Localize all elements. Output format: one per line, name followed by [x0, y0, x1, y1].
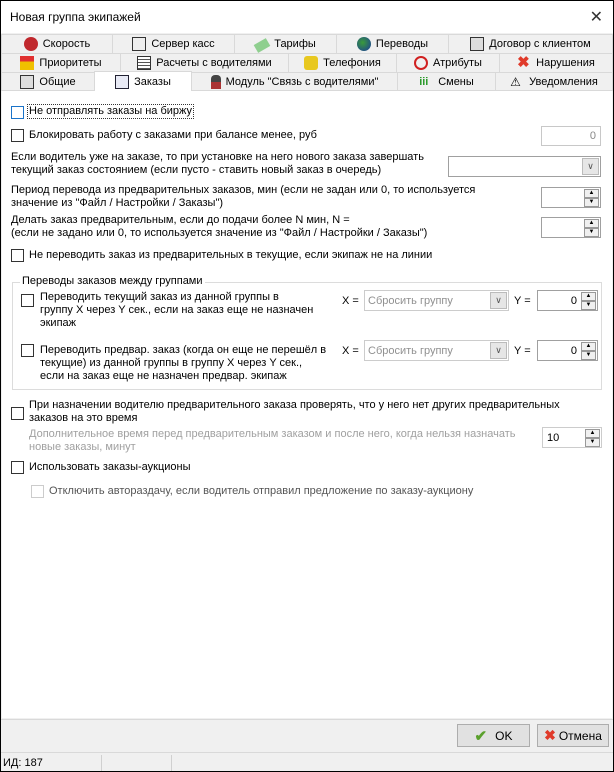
no-exchange-label: Не отправлять заказы на биржу	[29, 105, 193, 117]
spin-down-icon[interactable]: ▼	[585, 438, 600, 447]
finish-state-label-2: текущий заказ состоянием (если пусто - ставить новый заказ в очередь)	[11, 164, 382, 176]
status-divider	[171, 755, 172, 771]
tab-speed[interactable]: Скорость	[1, 34, 113, 53]
transfer-current-y-stepper[interactable]: 0 ▲ ▼	[537, 290, 598, 311]
block-balance-input[interactable]: 0	[541, 126, 601, 146]
tab-priorities[interactable]: Приоритеты	[1, 53, 121, 72]
close-icon[interactable]: ✕	[589, 9, 603, 26]
group-transfers-legend: Переводы заказов между группами	[22, 275, 203, 287]
transfer-prior-checkbox[interactable]	[21, 344, 34, 357]
extra-time-label-1: Дополнительное время перед предварительным заказом и после него, когда нельзя назначать	[29, 428, 516, 440]
orders-tab-panel	[2, 90, 612, 718]
ok-button[interactable]: ✔ OK	[457, 724, 530, 747]
spin-down-icon[interactable]: ▼	[584, 198, 599, 207]
check-prior-checkbox[interactable]	[11, 407, 24, 420]
tab-telephony[interactable]: Телефония	[288, 53, 397, 72]
x-label: X =	[342, 345, 359, 357]
transfer-current-label-1: Переводить текущий заказ из данной группы в	[40, 291, 279, 303]
status-id: ИД: 187	[3, 757, 43, 769]
taxi-priority-icon	[20, 56, 34, 70]
tab-notifications[interactable]: ⚠ Уведомления	[495, 72, 613, 91]
speed-30-icon	[24, 37, 38, 51]
make-prior-label-1: Делать заказ предварительным, если до подачи более N мин, N =	[11, 214, 350, 226]
chevron-down-icon[interactable]: ∨	[582, 158, 599, 175]
transfer-prior-group-select[interactable]: Сбросить группу ∨	[364, 340, 509, 361]
spin-up-icon[interactable]: ▲	[584, 189, 599, 198]
spin-down-icon[interactable]: ▼	[581, 301, 596, 310]
check-prior-label-2: заказов на это время	[29, 412, 138, 424]
contract-icon	[470, 37, 484, 51]
check-prior-label-1: При назначении водителю предварительного заказа проверять, что у него нет других предварительных	[29, 399, 560, 411]
extra-time-label-2: новые заказы, минут	[29, 441, 136, 453]
status-bar	[1, 752, 613, 771]
tab-shifts[interactable]: iii Смены	[397, 72, 496, 91]
make-prior-stepper[interactable]	[541, 217, 601, 238]
globe-icon	[357, 37, 371, 51]
spin-up-icon[interactable]: ▲	[585, 429, 600, 438]
shifts-people-icon: iii	[419, 76, 429, 88]
finish-state-select[interactable]	[448, 156, 601, 177]
transfer-period-label-2: значение из "Файл / Настройки / Заказы")	[11, 197, 224, 209]
cancel-x-icon: ✖	[544, 727, 556, 743]
tab-attributes[interactable]: Атрибуты	[396, 53, 500, 72]
divider	[1, 719, 613, 720]
transfer-prior-label-2: текущие) из данной группы в группу X через Y сек.,	[40, 357, 303, 369]
transfer-current-group-select[interactable]: Сбросить группу ∨	[364, 290, 509, 311]
extra-time-stepper[interactable]: 10 ▲ ▼	[542, 427, 602, 448]
tab-driver-module[interactable]: Модуль "Связь с водителями"	[191, 72, 398, 91]
dialog-window	[1, 1, 613, 771]
tab-orders[interactable]: Заказы	[94, 71, 192, 91]
spin-down-icon[interactable]: ▼	[584, 228, 599, 237]
chevron-down-icon[interactable]: ∨	[490, 342, 507, 359]
transfer-current-checkbox[interactable]	[21, 294, 34, 307]
violation-x-icon: ✖	[517, 54, 530, 71]
spin-down-icon[interactable]: ▼	[581, 351, 596, 360]
tab-cash-server[interactable]: Сервер касс	[112, 34, 235, 53]
transfer-current-label-2: группу X через Y сек., если на заказ еще не назначен	[40, 304, 314, 316]
spin-up-icon[interactable]: ▲	[581, 292, 596, 301]
transfer-prior-y-stepper[interactable]: 0 ▲ ▼	[537, 340, 598, 361]
auctions-checkbox[interactable]	[11, 461, 24, 474]
transfer-period-label-1: Период перевода из предварительных заказов, мин (если не задан или 0, то используется	[11, 184, 476, 196]
block-balance-checkbox[interactable]	[11, 129, 24, 142]
calculator-icon	[137, 56, 151, 70]
orders-icon	[115, 75, 129, 89]
no-transfer-offline-label: Не переводить заказ из предварительных в текущие, если экипаж не на линии	[29, 249, 433, 261]
auctions-label: Использовать заказы-аукционы	[29, 461, 191, 473]
chevron-down-icon[interactable]: ∨	[490, 292, 507, 309]
tab-tariffs[interactable]: Тарифы	[234, 34, 337, 53]
make-prior-label-2: (если не задано или 0, то используется значение из "Файл / Настройки / Заказы")	[11, 227, 428, 239]
disable-auto-label: Отключить автораздачу, если водитель отправил предложение по заказу-аукциону	[49, 485, 474, 497]
transfer-prior-label-3: если на заказ еще не назначен предвар. экипаж	[40, 370, 287, 382]
cancel-button[interactable]: ✖ Отмена	[537, 724, 609, 747]
no-smoking-icon	[414, 56, 428, 70]
transfer-prior-label-1: Переводить предвар. заказ (когда он еще не перешёл в	[40, 344, 327, 356]
disable-auto-checkbox[interactable]	[31, 485, 44, 498]
tab-violations[interactable]: ✖ Нарушения	[499, 53, 613, 72]
x-label: X =	[342, 295, 359, 307]
no-exchange-checkbox[interactable]	[11, 106, 24, 119]
no-transfer-offline-checkbox[interactable]	[11, 249, 24, 262]
block-balance-label: Блокировать работу с заказами при балансе менее, руб	[29, 129, 317, 141]
tab-contract[interactable]: Договор с клиентом	[448, 34, 613, 53]
warning-icon: ⚠	[510, 75, 521, 89]
tab-driver-payments[interactable]: Расчеты с водителями	[120, 53, 289, 72]
transfer-period-stepper[interactable]	[541, 187, 601, 208]
spin-up-icon[interactable]: ▲	[584, 219, 599, 228]
driver-icon	[211, 75, 221, 89]
finish-state-label-1: Если водитель уже на заказе, то при установке на него нового заказа завершать	[11, 151, 424, 163]
money-icon	[254, 38, 271, 53]
general-icon	[20, 75, 34, 89]
checkmark-icon: ✔	[474, 727, 488, 745]
y-label: Y =	[514, 345, 531, 357]
status-divider	[101, 755, 102, 771]
tab-general[interactable]: Общие	[1, 72, 95, 91]
cash-server-icon	[132, 37, 146, 51]
transfer-current-label-3: экипаж	[40, 317, 77, 329]
window-title: Новая группа экипажей	[10, 10, 141, 24]
phone-icon	[304, 56, 318, 70]
title-bar	[1, 1, 613, 33]
tab-transfers[interactable]: Переводы	[336, 34, 449, 53]
spin-up-icon[interactable]: ▲	[581, 342, 596, 351]
y-label: Y =	[514, 295, 531, 307]
